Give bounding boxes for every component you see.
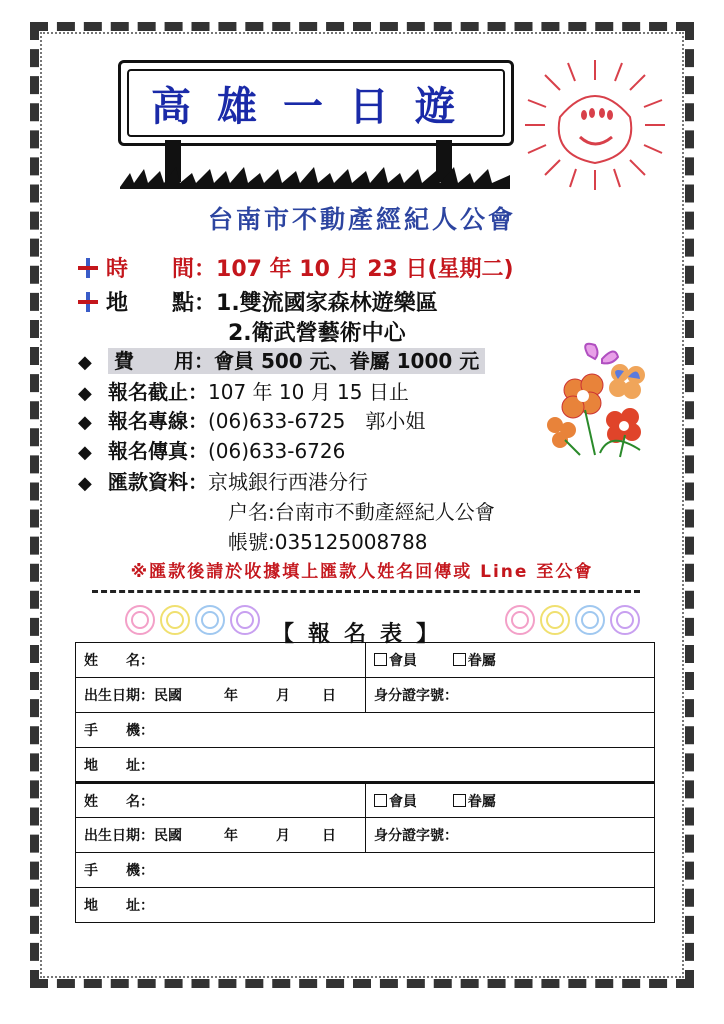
event-title: 高雄一日遊 (151, 83, 481, 130)
mobile-field[interactable]: 手 機： (76, 713, 655, 748)
form-row-mobile-1 (76, 713, 655, 748)
form-row-birth-1 (76, 678, 655, 713)
place-row: 地 點：1.雙流國家森林遊樂區 (78, 286, 438, 317)
fee-row: ◆ 費 用：會員 500 元、眷屬 1000 元 (78, 345, 485, 374)
form-row-name-2 (76, 783, 655, 818)
form-row-address-2 (76, 888, 655, 923)
cross-bullet-icon (78, 292, 98, 312)
name-field[interactable]: 姓 名： (76, 643, 366, 678)
bank-row: ◆ 匯款資料：京城銀行西港分行 (78, 470, 368, 494)
diamond-bullet-icon: ◆ (78, 383, 92, 404)
title-sign (118, 60, 514, 146)
form-row-address-1 (76, 748, 655, 783)
organizer-name: 台南市不動產經紀人公會 (207, 205, 516, 234)
birth-field[interactable]: 出生日期：民國 年 月 日 (76, 818, 366, 853)
form-row-name-1 (76, 643, 655, 678)
diamond-bullet-icon: ◆ (78, 473, 92, 494)
member-type-field: 會員 眷屬 (366, 643, 655, 678)
sun-icon (520, 55, 670, 195)
deadline-row: ◆ 報名截止：107 年 10 月 15 日止 (78, 380, 409, 404)
mobile-field[interactable]: 手 機： (76, 853, 655, 888)
name-field[interactable]: 姓 名： (76, 783, 366, 818)
remittance-note: ※匯款後請於收據填上匯款人姓名回傳或 Line 至公會 (130, 562, 594, 582)
fax-row: ◆ 報名傳真：(06)633-6726 (78, 439, 346, 463)
member-checkbox[interactable] (374, 653, 387, 666)
flowers-butterflies-illustration (540, 335, 670, 465)
time-row: 時 間：107 年 10 月 23 日(星期二) (78, 252, 514, 283)
account-name: 户名:台南市不動產經紀人公會 (228, 500, 495, 524)
account-number: 帳號:035125008788 (228, 530, 428, 554)
family-checkbox[interactable] (453, 653, 466, 666)
address-field[interactable]: 地 址： (76, 888, 655, 923)
diamond-bullet-icon: ◆ (78, 442, 92, 463)
form-row-mobile-2 (76, 853, 655, 888)
id-number-field[interactable]: 身分證字號： (366, 678, 655, 713)
birth-field[interactable]: 出生日期：民國 年 月 日 (76, 678, 366, 713)
form-title: 【報名表】 (271, 622, 452, 647)
cross-bullet-icon (78, 258, 98, 278)
address-field[interactable]: 地 址： (76, 748, 655, 783)
member-type-field: 會員 眷屬 (366, 783, 655, 818)
place-row-2: 2.衛武營藝術中心 (228, 321, 406, 346)
family-checkbox[interactable] (453, 794, 466, 807)
phone-row: ◆ 報名專線：(06)633-6725 郭小姐 (78, 409, 426, 433)
diamond-bullet-icon: ◆ (78, 352, 92, 373)
id-number-field[interactable]: 身分證字號： (366, 818, 655, 853)
diamond-bullet-icon: ◆ (78, 412, 92, 433)
form-row-birth-2 (76, 818, 655, 853)
cut-line (92, 590, 640, 593)
registration-form (75, 642, 655, 923)
grass-illustration (120, 165, 510, 189)
member-checkbox[interactable] (374, 794, 387, 807)
